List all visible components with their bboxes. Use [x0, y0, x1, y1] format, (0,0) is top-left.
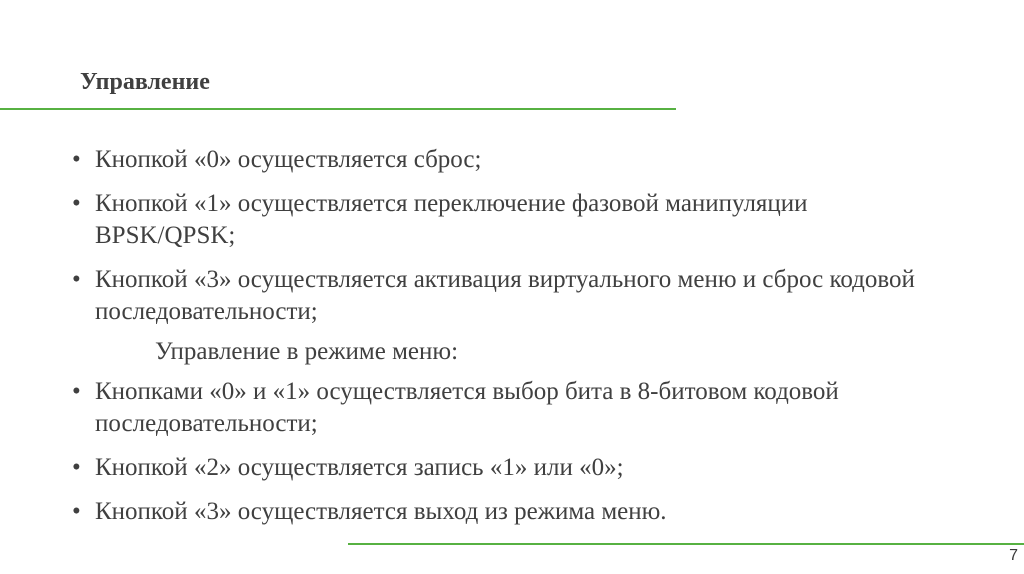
list-item-text: Кнопкой «3» осуществляется выход из режима меню.: [95, 498, 667, 525]
list-item-text: Кнопками «0» и «1» осуществляется выбор бита в 8-битовом кодовой последовательности;: [95, 378, 839, 437]
bullet-icon: •: [72, 498, 81, 525]
list-item: [72, 264, 952, 328]
bullet-icon: •: [72, 378, 81, 405]
slide-title: Управление: [80, 69, 210, 95]
list-item: [72, 452, 952, 484]
list-item: [72, 376, 952, 440]
footer-divider: [348, 543, 1024, 545]
list-item: [72, 144, 952, 176]
page-number: 7: [1009, 547, 1018, 564]
list-item-text: Кнопкой «0» осуществляется сброс;: [95, 146, 482, 173]
title-underline-divider: [0, 108, 676, 110]
list-item-text: Кнопкой «2» осуществляется запись «1» или «0»;: [95, 454, 624, 481]
list-item: [72, 496, 952, 528]
bullet-icon: •: [72, 146, 81, 173]
list-item: [72, 188, 952, 252]
bullet-icon: •: [72, 190, 81, 217]
slide-content: [72, 144, 952, 540]
list-item-text: Кнопкой «1» осуществляется переключение фазовой манипуляции BPSK/QPSK;: [95, 190, 808, 249]
menu-mode-subheading: Управление в режиме меню:: [155, 338, 459, 365]
bullet-icon: •: [72, 266, 81, 293]
list-item-text: Кнопкой «3» осуществляется активация виртуального меню и сброс кодовой последовательности;: [95, 266, 915, 325]
bullet-icon: •: [72, 454, 81, 481]
